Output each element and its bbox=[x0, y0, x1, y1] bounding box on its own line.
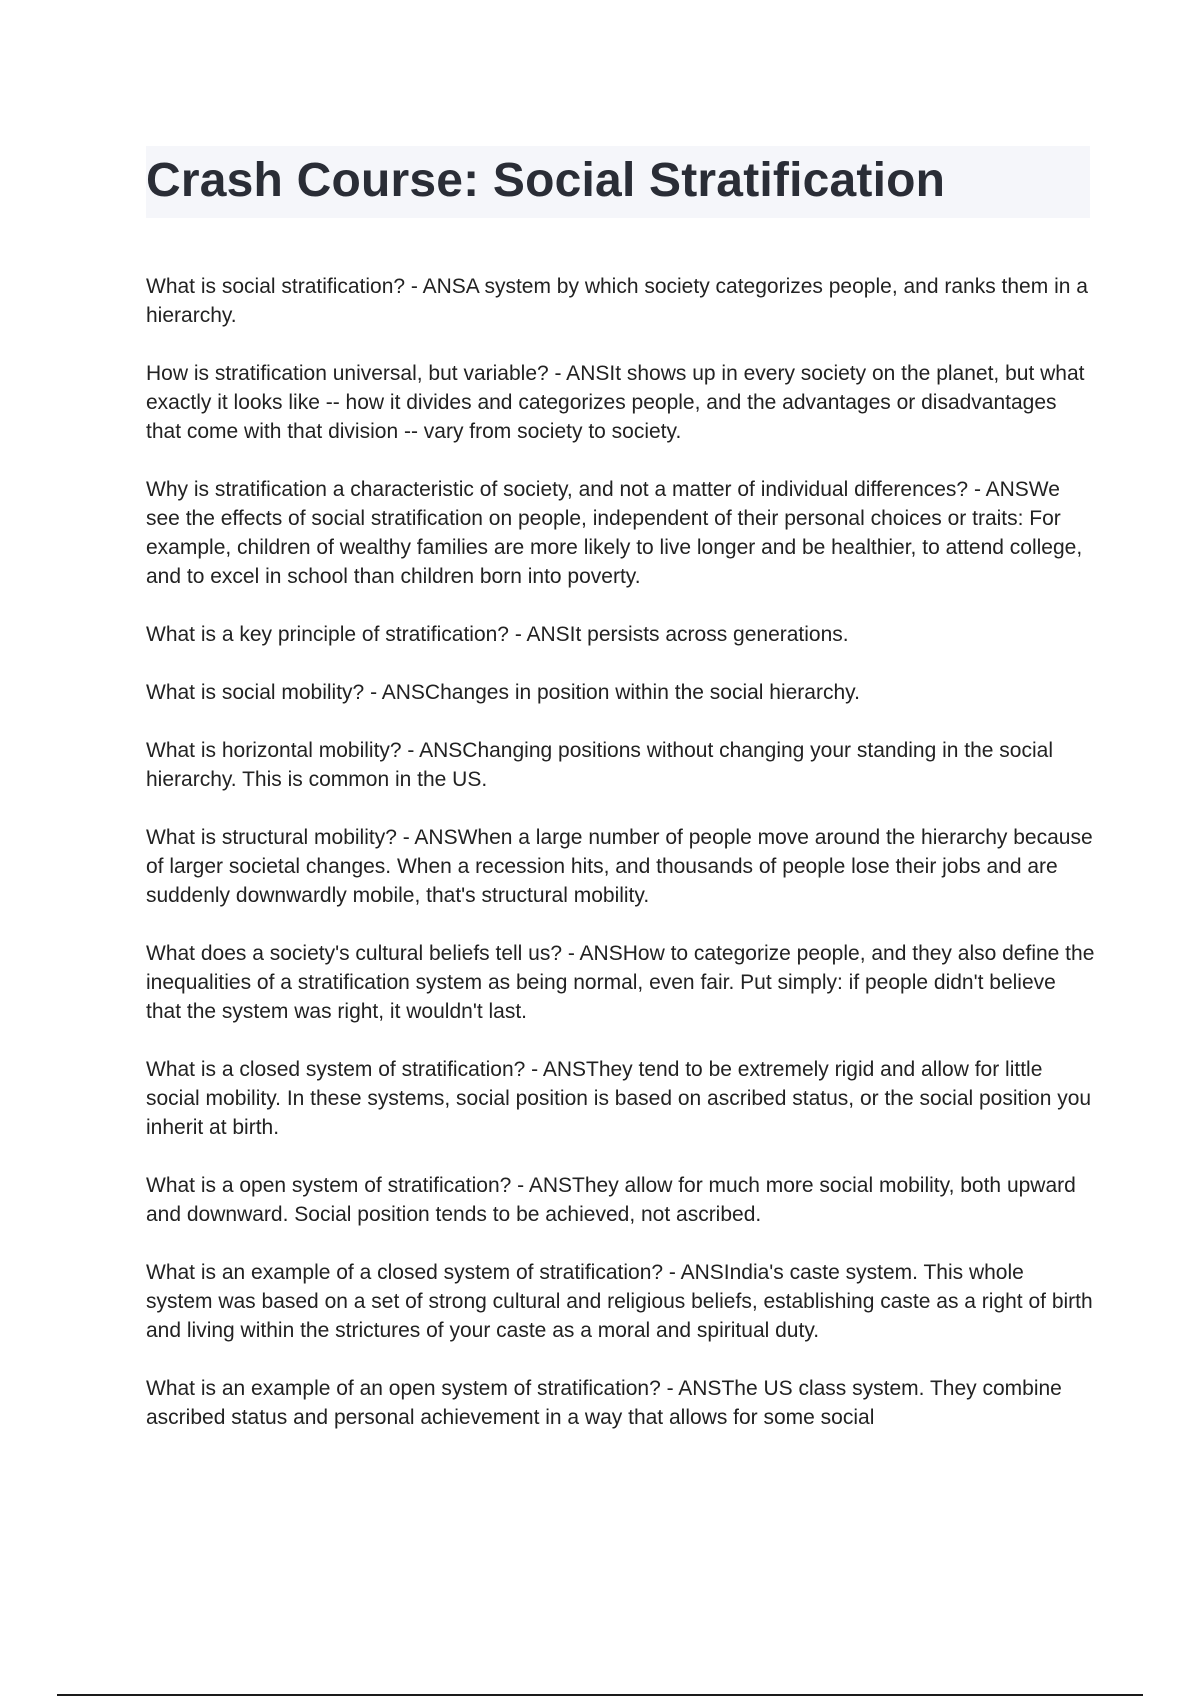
qa-item: What is a key principle of stratification? - ANSIt persists across generations. bbox=[146, 623, 849, 646]
page-title: Crash Course: Social Stratification bbox=[146, 154, 946, 207]
qa-item: What is a closed system of stratification? - ANSThey tend to be extremely rigid and allow for little social mobility. In these systems, social position is based on ascribed status, or the social position you inherit at birth. bbox=[146, 1058, 1092, 1139]
qa-item: How is stratification universal, but variable? - ANSIt shows up in every society on the planet, but what exactly it looks like -- how it divides and categorizes people, and the advantages or disadvantages that come with that division -- vary from society to society. bbox=[146, 362, 1085, 443]
qa-list bbox=[146, 272, 1096, 1461]
qa-item: What is horizontal mobility? - ANSChanging positions without changing your standing in the social hierarchy. This is common in the US. bbox=[146, 739, 1053, 791]
title-banner bbox=[146, 146, 1090, 218]
qa-item: Why is stratification a characteristic of society, and not a matter of individual differences? - ANSWe see the effects of social stratification on people, independent of their personal choices or traits: For example, children of wealthy families are more likely to live longer and be healthier, to attend college, and to excel in school than children born into poverty. bbox=[146, 478, 1083, 588]
qa-item: What is an example of a closed system of stratification? - ANSIndia's caste system. This whole system was based on a set of strong cultural and religious beliefs, establishing caste as a right of birth and living within the strictures of your caste as a moral and spiritual duty. bbox=[146, 1261, 1093, 1342]
qa-item: What does a society's cultural beliefs tell us? - ANSHow to categorize people, and they also define the inequalities of a stratification system as being normal, even fair. Put simply: if people didn't believe that the system was right, it wouldn't last. bbox=[146, 942, 1095, 1023]
qa-item: What is a open system of stratification? - ANSThey allow for much more social mobility, both upward and downward. Social position tends to be achieved, not ascribed. bbox=[146, 1174, 1076, 1226]
qa-item: What is an example of an open system of stratification? - ANSThe US class system. They combine ascribed status and personal achievement in a way that allows for some social bbox=[146, 1377, 1062, 1429]
qa-item: What is structural mobility? - ANSWhen a large number of people move around the hierarchy because of larger societal changes. When a recession hits, and thousands of people lose their jobs and are suddenly downwardly mobile, that's structural mobility. bbox=[146, 826, 1093, 907]
qa-item: What is social stratification? - ANSA system by which society categorizes people, and ranks them in a hierarchy. bbox=[146, 275, 1088, 327]
qa-item: What is social mobility? - ANSChanges in position within the social hierarchy. bbox=[146, 681, 860, 704]
footer-divider bbox=[57, 1694, 1143, 1696]
